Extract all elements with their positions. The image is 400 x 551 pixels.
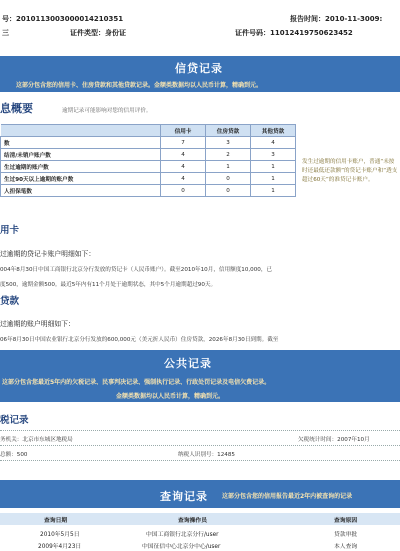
divider (0, 445, 400, 446)
col-query-operator: 查询操作员 (178, 518, 207, 524)
overdue-side-note: 发生过逾期的信用卡账户，普通“未按时还最低还款额”的贷记卡账户和“透支超过60天”的准贷记卡账户。 (302, 159, 398, 183)
overview-hint: 逾期记录可能影响对您的信用评价。 (62, 108, 152, 114)
query-header-row (0, 513, 400, 525)
divider (0, 460, 400, 461)
public-note-1: 这部分包含您最近5年内的欠税记录、民事判决记录、强制执行记录、行政处罚记录及电信欠费记录。 (2, 379, 271, 386)
tax-stat-date: 欠税统计时间：2007年10月 (298, 437, 370, 443)
table-row: 2010年5月5日 中国工商银行北京分行/user 贷款审批 (40, 532, 358, 538)
query-title: 查询记录 (160, 490, 208, 503)
loan-title: 贷款 (0, 296, 20, 307)
public-title: 公共记录 (164, 357, 212, 370)
card-subtitle: 过逾期的贷记卡账户明细如下： (0, 250, 96, 258)
query-band (0, 480, 400, 508)
card-detail-line1: 004年8月30日中国工商银行北京分行发放的贷记卡（人民币账户）。截至2010年10月，信用额度10,000，已 (0, 267, 273, 273)
credit-band (0, 56, 400, 92)
id-type: 证件类型：身份证 (70, 29, 126, 37)
table-row: 生过90天以上逾期的账户数 4 0 1 (1, 173, 296, 185)
summary-table (0, 124, 296, 197)
tax-title: 税记录 (0, 415, 29, 426)
taxpayer-id: 纳税人识别号：12485 (178, 452, 235, 458)
col-housing-loan: 住房贷款 (206, 125, 251, 137)
table-row: 2009年4月23日 中国征信中心北京分中心/user 本人查询 (38, 544, 358, 550)
summary-header-row (1, 125, 296, 137)
divider (0, 430, 400, 431)
credit-title: 信贷记录 (175, 62, 223, 75)
col-query-date: 查询日期 (44, 518, 68, 524)
table-row: 生过逾期的账户数 4 1 1 (1, 161, 296, 173)
col-query-reason: 查询原因 (334, 518, 358, 524)
credit-note: 这部分包含您的信用卡、住房贷款和其他贷款记录。金额类数据均以人民币计算，精确到元。 (16, 82, 263, 89)
table-row: 数 7 3 4 (1, 137, 296, 149)
overview-title: 息概要 (0, 102, 33, 115)
card-detail-line2: 度500，逾期金额500。最近5年内有11个月处于逾期状态，其中5个月逾期超过90天。 (0, 282, 217, 288)
loan-subtitle: 过逾期的账户明细如下： (0, 320, 75, 328)
col-credit-card: 信用卡 (161, 125, 206, 137)
col-other-loan: 其他贷款 (251, 125, 296, 137)
tax-amount: 总额：500 (0, 452, 28, 458)
report-time: 报告时间：2010-11-3009: (290, 15, 383, 23)
table-row: 结清/未销户账户数 4 2 3 (1, 149, 296, 161)
name-tail: 三 (2, 29, 9, 37)
public-band (0, 350, 400, 402)
table-row: 人担保笔数 0 0 1 (1, 185, 296, 197)
loan-detail-line1: 06年8月30日中国农业银行北京分行发放的600,000元（美元折人民币）住房贷款，2026年8月30日到期。截至 (0, 337, 279, 343)
tax-authority: 务机关：北京市东城区地税局 (0, 437, 73, 443)
id-number: 证件号码：11012419750623452 (235, 29, 353, 37)
public-note-2: 金额类数据均以人民币计算，精确到元。 (116, 393, 225, 400)
report-number: 号：2010113003000014210351 (2, 15, 124, 23)
query-note: 这部分包含您的信用报告最近2年内被查询的记录 (222, 493, 353, 500)
card-title: 用卡 (0, 225, 20, 236)
